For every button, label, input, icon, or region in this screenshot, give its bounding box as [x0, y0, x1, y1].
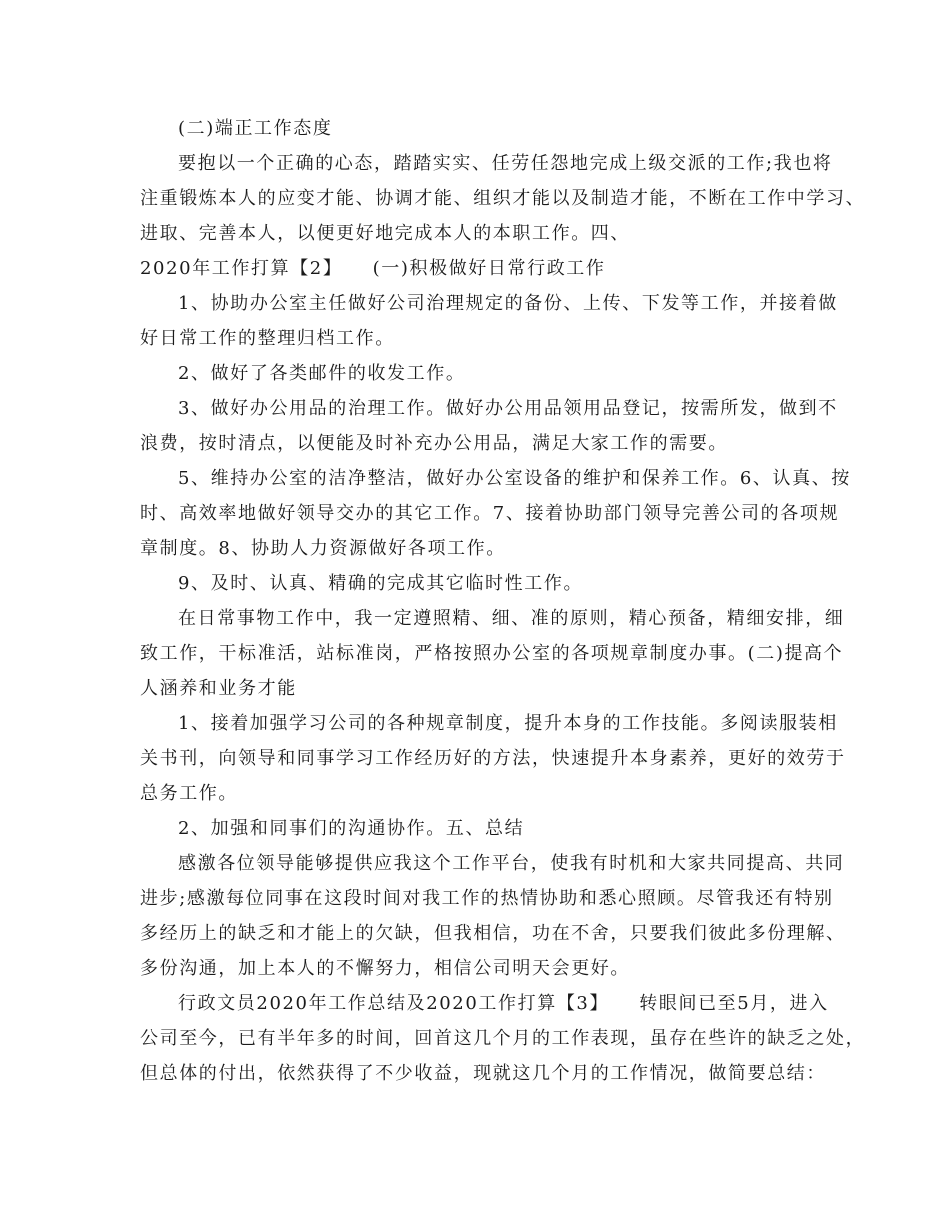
text-line: 9、及时、认真、精确的完成其它临时性工作。 — [178, 573, 584, 594]
text-line: 关书刊，向领导和同事学习工作经历好的方法，快速提升本身素养，更好的效劳于 — [140, 748, 846, 769]
text-line: 2、做好了各类邮件的收发工作。 — [178, 363, 466, 384]
text-line: 但总体的付出，依然获得了不少收益，现就这几个月的工作情况，做简要总结： — [140, 1063, 826, 1084]
text-line: 5、维持办公室的洁净整洁，做好办公室设备的维护和保养工作。6、认真、按 — [178, 468, 851, 489]
text-line: (二)端正工作态度 — [178, 118, 333, 139]
text-line: 好日常工作的整理归档工作。 — [140, 328, 395, 349]
text-line: 进取、完善本人，以便更好地完成本人的本职工作。四、 — [140, 223, 630, 244]
text-line: 进步;感激每位同事在这段时间对我工作的热情协助和悉心照顾。尽管我还有特别 — [140, 888, 834, 909]
section-heading: 2020年工作打算【2】 (一)积极做好日常行政工作 — [140, 258, 606, 279]
text-line: 总务工作。 — [140, 783, 238, 804]
text-line: 1、接着加强学习公司的各种规章制度，提升本身的工作技能。多阅读服装相 — [178, 713, 838, 734]
text-line: 致工作，干标准活，站标准岗，严格按照办公室的各项规章制度办事。(二)提高个 — [140, 643, 844, 664]
text-line: 公司至今，已有半年多的时间，回首这几个月的工作表现，虽存在些许的缺乏之处， — [140, 1028, 866, 1049]
text-line: 3、做好办公用品的治理工作。做好办公用品领用品登记，按需所发，做到不 — [178, 398, 838, 419]
text-line: 多经历上的缺乏和才能上的欠缺，但我相信，功在不舍，只要我们彼此多份理解、 — [140, 923, 846, 944]
text-line: 多份沟通，加上本人的不懈努力，相信公司明天会更好。 — [140, 958, 630, 979]
text-line: 浪费，按时清点，以便能及时补充办公用品，满足大家工作的需要。 — [140, 433, 728, 454]
text-line: 注重锻炼本人的应变才能、协调才能、组织才能以及制造才能，不断在工作中学习、 — [140, 188, 866, 209]
text-line: 章制度。8、协助人力资源做好各项工作。 — [140, 538, 506, 559]
text-line: 行政文员2020年工作总结及2020工作打算【3】 转眼间已至5月，进入 — [178, 993, 829, 1014]
text-line: 1、协助办公室主任做好公司治理规定的备份、上传、下发等工作，并接着做 — [178, 293, 838, 314]
text-line: 要抱以一个正确的心态，踏踏实实、任劳任怨地完成上级交派的工作;我也将 — [178, 153, 833, 174]
text-line: 人涵养和业务才能 — [140, 678, 297, 699]
text-line: 2、加强和同事们的沟通协作。五、总结 — [178, 818, 525, 839]
text-line: 感激各位领导能够提供应我这个工作平台，使我有时机和大家共同提高、共同 — [178, 853, 845, 874]
text-line: 在日常事物工作中，我一定遵照精、细、准的原则，精心预备，精细安排，细 — [178, 608, 845, 629]
text-line: 时、高效率地做好领导交办的其它工作。7、接着协助部门领导完善公司的各项规 — [140, 503, 840, 524]
